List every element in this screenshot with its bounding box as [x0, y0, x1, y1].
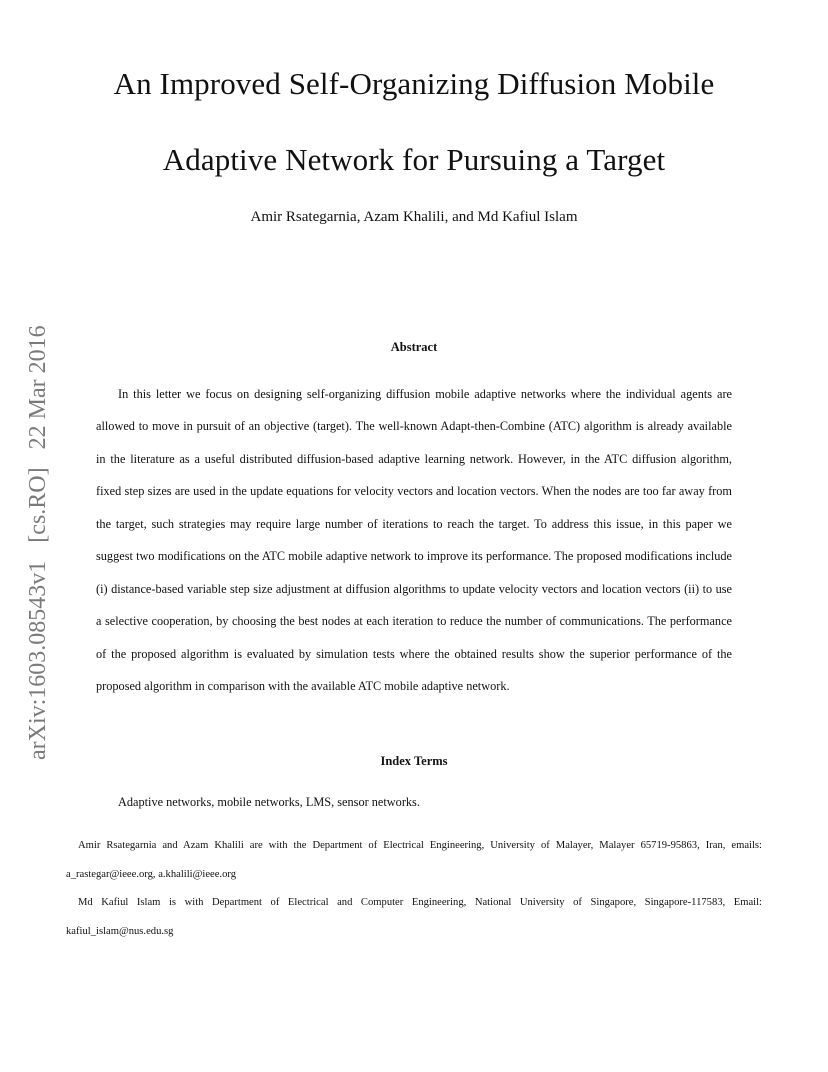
arxiv-id: arXiv:1603.08543v1 [25, 560, 51, 760]
index-terms-heading: Index Terms [380, 754, 448, 768]
arxiv-date: 22 Mar 2016 [25, 325, 51, 450]
abstract-body: In this letter we focus on designing self-organizing diffusion mobile adaptive networks where the individual agents are allowed to move in pursuit of an objective (target). The well-known Adapt-then-Combine (ATC) algorithm is already available in the literature as a useful distributed diffusion-based adaptive learning network. However, in the ATC diffusion algorithm, fixed step sizes are used in the update equations for velocity vectors and location vectors. When the nodes are too far away from the target, such strategies may require large number of iterations to reach the target. To address this issue, in this paper we suggest two modifications on the ATC mobile adaptive network to improve its performance. The proposed modifications include (i) distance-based variable step size adjustment at diffusion algorithms to update velocity vectors and location vectors (ii) to use a selective cooperation, by choosing the best nodes at each iteration to reduce the number of communications. The performance of the proposed algorithm is evaluated by simulation tests where the obtained results show the superior performance of the proposed algorithm in comparison with the available ATC mobile adaptive network. [96, 387, 732, 694]
paper-title-line-1: An Improved Self-Organizing Diffusion Mobile [113, 66, 715, 101]
paper-title-line-2: Adaptive Network for Pursuing a Target [162, 142, 666, 177]
footnote-affiliation-1: Amir Rsategarnia and Azam Khalili are with the Department of Electrical Engineering, University of Malayer, Malayer 65719-95863, Iran, emails: a_rastegar@ieee.org, a.khalili@ieee.org [66, 840, 762, 880]
arxiv-category: [cs.RO] [25, 467, 51, 543]
footnote-affiliation-2: Md Kafiul Islam is with Department of Electrical and Computer Engineering, National University of Singapore, Singapore-117583, Email: kafiul_islam@nus.edu.sg [66, 897, 762, 937]
index-terms-body: Adaptive networks, mobile networks, LMS, sensor networks. [118, 795, 420, 809]
author-list: Amir Rsategarnia, Azam Khalili, and Md Kafiul Islam [250, 209, 578, 225]
abstract-heading: Abstract [390, 340, 438, 354]
